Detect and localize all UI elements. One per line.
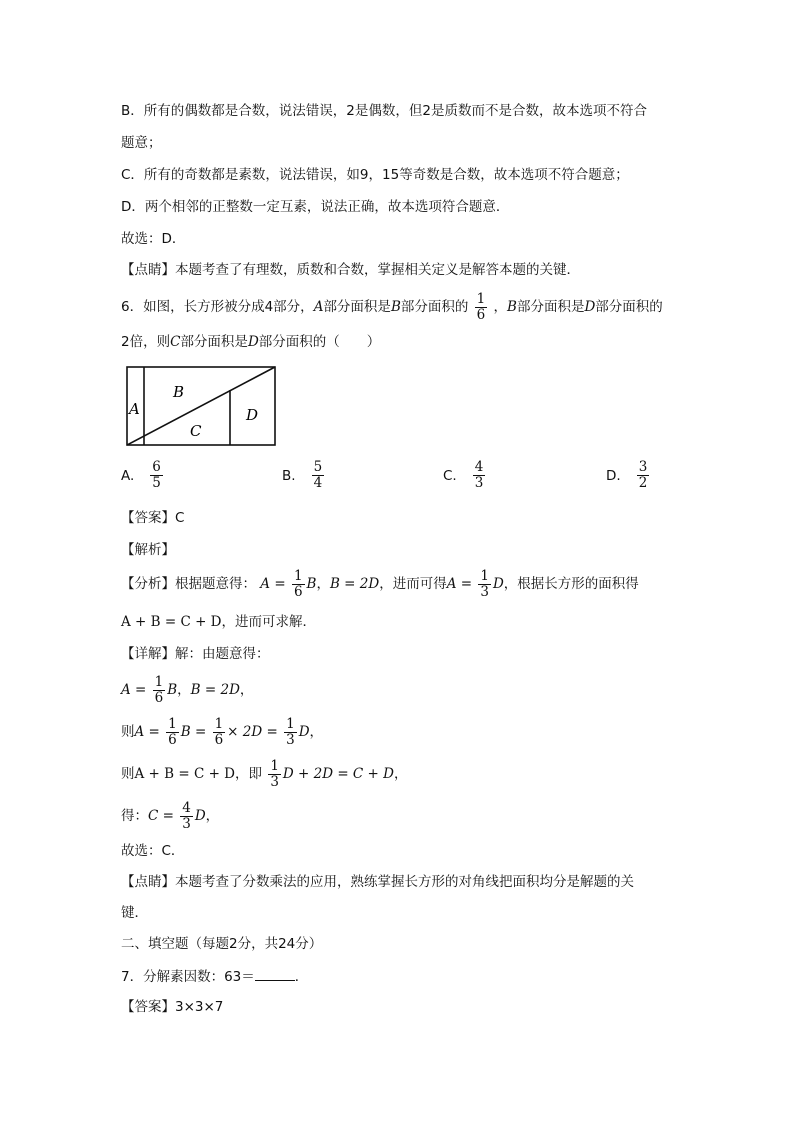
option-b-explanation: B．所有的偶数都是合数，说法错误，2是偶数，但2是质数而不是合数，故本选项不符合: [121, 103, 647, 119]
choice-line-q6: 故选：C．: [121, 843, 185, 859]
solution-row1: A = $\frac{1}{6}$ B，B = 2D，: [121, 673, 254, 706]
solution-row4: 得：C = $\frac{4}{3}$ D，: [121, 799, 220, 832]
answer-blank[interactable]: [255, 966, 295, 981]
choice-line-q5: 故选：D．: [121, 231, 186, 247]
option-b: B. 5 4: [282, 459, 323, 491]
analysis-line2: A + B = C + D，进而可求解．: [121, 614, 317, 630]
option-c-explanation: C．所有的奇数都是素数，说法错误，如9，15等奇数是合数，故本选项不符合题意；: [121, 167, 629, 183]
comment-q6-cont: 键．: [121, 905, 148, 921]
solution-row3: 则A + B = C + D，即 $\frac{1}{3}$ D + 2D = C + D，: [121, 757, 408, 790]
option-b-explanation-cont: 题意；: [121, 135, 162, 151]
comment-q5: 【点睛】本题考查了有理数，质数和合数，掌握相关定义是解答本题的关键．: [121, 262, 580, 278]
rectangle-figure: [126, 366, 278, 448]
answer-q7: 【答案】3×3×7: [121, 999, 224, 1015]
option-d-explanation: D．两个相邻的正整数一定互素，说法正确，故本选项符合题意．: [121, 199, 510, 215]
label-b: B: [173, 383, 185, 401]
label-d: D: [246, 406, 259, 424]
comment-q6: 【点睛】本题考查了分数乘法的应用，熟练掌握长方形的对角线把面积均分是解题的关: [121, 874, 634, 890]
answer-q6: 【答案】C: [121, 510, 185, 526]
solution-row2: 则A = $\frac{1}{6}$ B = $\frac{1}{6}$ × 2D = $\frac{1}{3}$ D，: [121, 715, 324, 748]
question-7: 7．分解素因数：63＝ ．: [121, 966, 308, 987]
option-c: C. 4 3: [443, 459, 484, 491]
solution-heading: 【详解】解：由题意得：: [121, 646, 270, 662]
section-heading: 二、填空题（每题2分，共24分）: [121, 936, 323, 952]
label-c: C: [190, 422, 202, 440]
option-a: A. 6 5: [121, 459, 161, 491]
analysis-heading: 【解析】: [121, 542, 175, 558]
analysis-line1: 【分析】根据题意得： A = $\frac{1}{6}$ B，B = 2D，进而可得A = $\frac{1}{3}$ D，根据长方形的面积得: [121, 567, 639, 600]
fraction: $\frac{1}{6}$: [476, 290, 486, 323]
question-6-line2: 2倍，则C部分面积是D部分面积的（ ）: [121, 334, 381, 350]
option-d: D. 3 2: [606, 459, 648, 491]
question-6-line1: 6．如图，长方形被分成4部分，A部分面积是B部分面积的 $\frac{1}{6}$ ，B部分面积是D部分面积的: [121, 290, 663, 323]
label-a: A: [129, 400, 140, 418]
